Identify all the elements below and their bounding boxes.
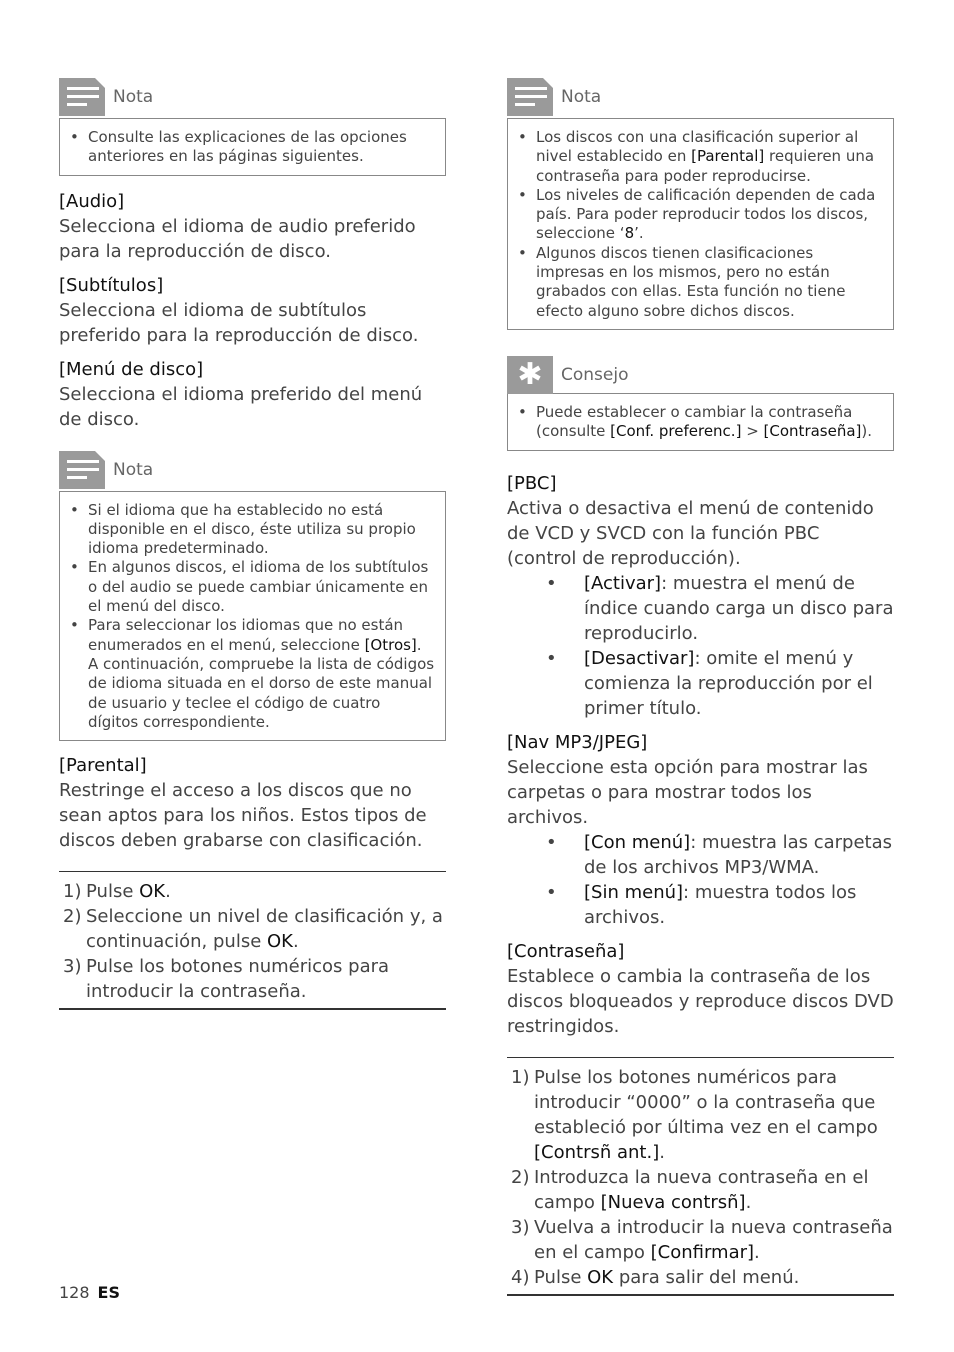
tip-sparkle-icon: ✱ — [507, 356, 553, 394]
note-item: • En algunos discos, el idioma de los subtítulos o del audio se puede cambiar únicamente en el menú del disco. — [70, 558, 435, 616]
note-header — [59, 78, 446, 118]
page-footer — [59, 1283, 120, 1302]
note-icon — [59, 451, 105, 489]
tip-title: Consejo — [561, 364, 629, 385]
nav-title: [Nav MP3/JPEG] — [507, 731, 648, 753]
parental-text: Restringe el acceso a los discos que no sean aptos para los niños. Estos tipos de discos deben grabarse con clasificación. — [59, 780, 427, 852]
pbc-title: [PBC] — [507, 472, 557, 494]
password-title: [Contraseña] — [507, 940, 625, 962]
nav-options — [584, 830, 894, 930]
note-box — [59, 491, 446, 742]
step-item: 2) Introduzca la nueva contraseña en el campo [Nueva contrsñ]. — [511, 1166, 869, 1213]
parental-title: [Parental] — [59, 755, 147, 777]
step-item: 2) Seleccione un nivel de clasificación y, a continuación, pulse OK. — [63, 906, 443, 953]
note-title: Nota — [561, 87, 602, 107]
note-box — [59, 118, 446, 176]
page-number: 128 — [59, 1283, 90, 1302]
tip-block — [507, 356, 894, 451]
note-header — [59, 451, 446, 491]
option-item: • [Desactivar]: omite el menú y comienza la reproducción por el primer título. — [584, 646, 894, 721]
tip-item: • Puede establecer o cambiar la contraseña (consulte [Conf. preferenc.] > [Contraseña]). — [518, 403, 883, 442]
right-column — [507, 78, 894, 1296]
note-header — [507, 78, 894, 118]
note-item: • Consulte las explicaciones de las opciones anteriores en las páginas siguientes. — [70, 128, 435, 167]
step-item: 1) Pulse los botones numéricos para introducir “0000” o la contraseña que estableció por última vez en el campo [Contrsñ ant.]. — [511, 1066, 878, 1163]
option-item: • [Activar]: muestra el menú de índice cuando carga un disco para reproducirlo. — [584, 571, 894, 646]
option-item: • [Con menú]: muestra las carpetas de los archivos MP3/WMA. — [584, 830, 894, 880]
note-item: • Los discos con una clasificación superior al nivel establecido en [Parental] requieren una contraseña para poder reproducirse. — [518, 128, 883, 186]
audio-text: Selecciona el idioma de audio preferido para la reproducción de disco. — [59, 215, 416, 262]
note-icon — [59, 78, 105, 116]
left-column — [59, 78, 446, 1010]
steps-list — [59, 871, 446, 1010]
note-box — [507, 118, 894, 330]
note-block — [59, 451, 446, 742]
option-item: • [Sin menú]: muestra todos los archivos. — [584, 880, 894, 930]
pbc-options — [584, 571, 894, 721]
step-item: 1) Pulse OK. — [63, 881, 171, 903]
tip-header — [507, 356, 894, 396]
pbc-text: Activa o desactiva el menú de contenido de VCD y SVCD con la función PBC (control de reproducción). — [507, 497, 874, 569]
note-title: Nota — [113, 87, 154, 107]
disc-menu-text: Selecciona el idioma preferido del menú de disco. — [59, 383, 423, 430]
disc-menu-title: [Menú de disco] — [59, 358, 204, 380]
note-item: • Algunos discos tienen clasificaciones impresas en los mismos, pero no están grabados con ellas. Esta función no tiene efecto alguno sobre dichos discos. — [518, 244, 883, 321]
steps-list — [507, 1057, 894, 1296]
audio-title: [Audio] — [59, 190, 125, 212]
note-item: • Para seleccionar los idiomas que no están enumerados en el menú, seleccione [Otros]. A continuación, compruebe la lista de códigos de idioma situada en el dorso de este manual de usuario y teclee el código de cuatro dígitos correspondiente. — [70, 616, 435, 732]
language-code: ES — [97, 1283, 120, 1302]
tip-box — [507, 393, 894, 451]
subtitles-text: Selecciona el idioma de subtítulos preferido para la reproducción de disco. — [59, 299, 419, 346]
note-block — [59, 78, 446, 176]
note-item: • Si el idioma que ha establecido no está disponible en el disco, éste utiliza su propio idioma predeterminado. — [70, 501, 435, 559]
note-block — [507, 78, 894, 330]
option-name: [Otros] — [364, 635, 417, 654]
note-item: • Los niveles de calificación dependen de cada país. Para poder reproducir todos los discos, seleccione ‘8’. — [518, 186, 883, 244]
password-text: Establece o cambia la contraseña de los discos bloqueados y reproduce discos DVD restringidos. — [507, 965, 894, 1037]
step-item: 4) Pulse OK para salir del menú. — [511, 1266, 800, 1288]
note-title: Nota — [113, 459, 154, 480]
subtitles-title: [Subtítulos] — [59, 274, 164, 296]
step-item: 3) Vuelva a introducir la nueva contraseña en el campo [Confirmar]. — [511, 1216, 893, 1263]
nav-text: Seleccione esta opción para mostrar las carpetas o para mostrar todos los archivos. — [507, 756, 868, 828]
step-item: 3) Pulse los botones numéricos para introducir la contraseña. — [63, 956, 390, 1003]
note-icon — [507, 78, 553, 116]
